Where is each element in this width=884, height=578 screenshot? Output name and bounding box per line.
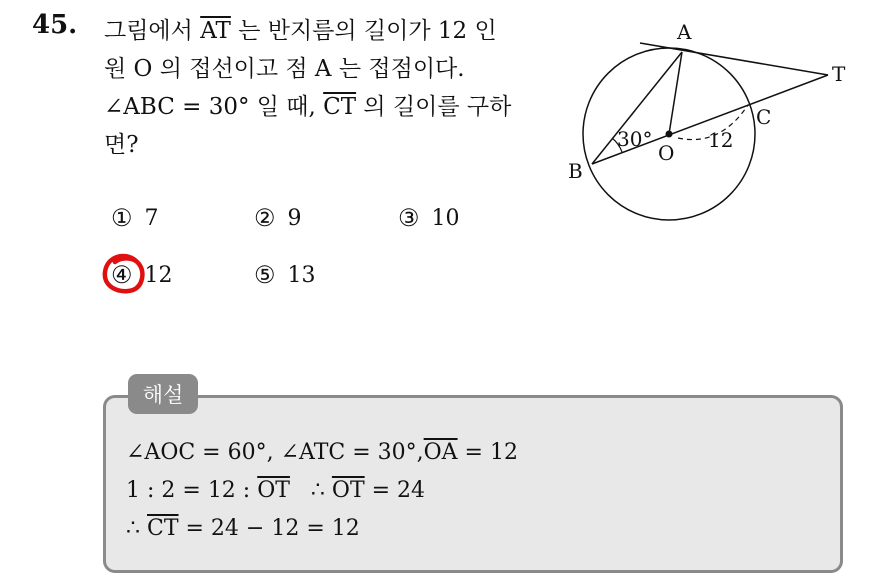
- explanation-text-part: ∴: [289, 478, 332, 503]
- segment-at: $\overline{AT}$: [200, 18, 231, 44]
- explanation-text-part: 1 : 2 = 12 :: [126, 478, 258, 503]
- explanation-text-part: = 12: [457, 440, 518, 465]
- question-text-part: ∠ABC = 30° 일 때,: [104, 94, 324, 120]
- choice-mark: ⑤: [254, 261, 276, 289]
- explanation-lines: [126, 434, 518, 548]
- segment-ot: $\overline{OT}$: [257, 478, 290, 503]
- question-number: 45.: [32, 10, 78, 40]
- label-t: T: [832, 62, 846, 86]
- radius-label: 12: [708, 128, 734, 152]
- question-line-3: [104, 88, 544, 126]
- choice-value: 10: [431, 205, 460, 231]
- radius-oa: [669, 52, 682, 134]
- explanation-line-1: [126, 434, 518, 472]
- choice-value: 12: [144, 262, 173, 288]
- choice-5[interactable]: [254, 261, 316, 289]
- choice-value: 9: [287, 205, 302, 231]
- explanation-text-part: ∴: [126, 516, 147, 541]
- choice-mark: ②: [254, 204, 276, 232]
- segment-ct: $\overline{CT}$: [323, 94, 357, 120]
- explanation-tag: 해설: [128, 374, 198, 414]
- center-point: [666, 131, 673, 138]
- explanation-text-part: = 24 − 12 = 12: [178, 516, 360, 541]
- question-text-part: 그림에서: [104, 18, 201, 44]
- explanation-line-2: [126, 472, 518, 510]
- question-text: [104, 12, 544, 164]
- question-line-4: 면?: [104, 132, 139, 158]
- label-b: B: [568, 159, 583, 183]
- segment-oa: $\overline{OA}$: [423, 440, 458, 465]
- geometry-figure: [560, 22, 860, 232]
- choice-value: 7: [144, 205, 159, 231]
- explanation-line-3: [126, 510, 518, 548]
- choice-2[interactable]: [254, 204, 302, 232]
- segment-ct: $\overline{CT}$: [147, 516, 179, 541]
- explanation-text-part: ∠AOC = 60°, ∠ATC = 30°,: [126, 440, 424, 465]
- choice-value: 13: [287, 262, 316, 288]
- question-text-part: 는 반지름의 길이가 12 인: [230, 18, 497, 44]
- angle-label: 30°: [617, 127, 653, 151]
- explanation-text-part: = 24: [364, 478, 426, 503]
- answer-circle-mark: [101, 252, 147, 296]
- label-c: C: [756, 105, 772, 129]
- choice-3[interactable]: [398, 204, 460, 232]
- choice-mark: ④: [111, 261, 133, 289]
- label-o: O: [658, 141, 675, 165]
- label-a: A: [677, 22, 692, 44]
- choice-1[interactable]: [111, 204, 159, 232]
- choice-mark: ③: [398, 204, 420, 232]
- choice-mark: ①: [111, 204, 133, 232]
- question-line-2: 원 O 의 접선이고 점 A 는 접점이다.: [104, 56, 465, 82]
- question-text-part: 의 길이를 구하: [356, 94, 512, 120]
- segment-ot: $\overline{OT}$: [331, 478, 365, 503]
- question-line-1: [104, 12, 544, 50]
